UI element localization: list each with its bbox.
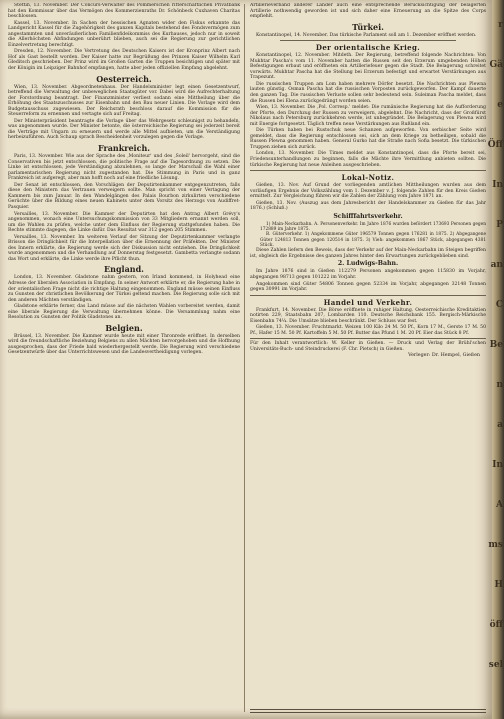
edge-fragment: C <box>495 300 503 310</box>
section-heading-trade: Handel und Verkehr. <box>323 297 413 307</box>
news-ludwigsbahn-persons: Im Jahre 1876 sind in Gießen 112279 Personen angekommen gegen 115830 im Vorjahr, abgegangen 98713 gegen 101222 im Vorjahr. <box>250 269 486 280</box>
left-column <box>8 3 240 713</box>
section-heading-local: Lokal-Notiz. <box>341 173 395 183</box>
news-traffic-summary: Diese Zahlen liefern den Beweis, dass der Verkehr auf der Main-Neckarbahn im Steigen begriffen ist, obgleich die Ergebnisse des ganzen Jahres hinter den Erwartungen zurückgeblieben sind. <box>250 248 486 259</box>
news-war-fronts: Die russischen Truppen am Lom haben mehrere Dörfer besetzt. Die Nachrichten aus Plewna lauten günstig. Osman Pascha hat die russischen Vorposten zurückgeworfen. Der Kampf dauerte den ganzen Tag. Die russischen Verluste sollen sehr bedeutend sein. Suleiman Pascha meldet, dass die Russen bei Elena zurückgedrängt worden seien. <box>250 81 486 104</box>
section-heading-england: England. <box>104 264 144 275</box>
news-giessen-report: Gießen, 13. Nov. (Auszug aus dem Jahresbericht der Handelskammer zu Gießen für das Jahr 1876.) (Schluß.) <box>250 200 486 212</box>
news-stettin: Stettin, 13. November. Der Concurs-Verwalter des Pommerschen ritterschaftlichen Privatbank hat den Kommissar über das Vermögen des Kommerzienraths Dr. Schönbeck Cuxhaven Charitas beschlossen. <box>8 3 240 20</box>
edge-fragment: H <box>494 580 503 590</box>
news-london-1: London, 13. November. Gladstone nahm gestern, von Irland kommend, in Holyhead eine Adresse der liberalen Association in Empfang. In seiner Antwort erklärte er, die Regierung habe in der orientalischen Frage nicht die richtige Haltung eingenommen. England müsse seinen Einfluss zu Gunsten der christlichen Bevölkerung der Türkei geltend machen. Die Regierung solle sich mit den anderen Mächten verständigen. <box>8 275 240 303</box>
section-heading-war: Der orientalische Krieg. <box>315 43 421 53</box>
news-artillery: Artillerieverband anderer Länder auch eine entsprechende Berücksichtigung der belagerten Artillerie nothwendig geworden ist und sich daher eine Erneuerung an die Spitze des Corps empfiehlt. <box>250 3 486 20</box>
edge-fragment: n <box>496 380 503 390</box>
news-dresden: Dresden, 12. November. Die Vertretung des Deutschen Kaisers ist der Kronprinz Albert nach Hof als Gast bestellt worden. Der Kaiser hatte zur Begrüßung des Prinzen Kaiser Wilhelm Karl Gleditsch geschrieben. Der Prinz wird im Großen Garten die Truppen besichtigen und später mit der Königin im Leipziger Bahnhof empfangen, hatte aber jeden offiziellen Empfang abgelehnt. <box>8 49 240 72</box>
divider <box>250 338 486 339</box>
news-london-times: London, 13. November. Die Times meldet aus Konstantinopel, dass die Pforte bereit sei, Friedensunterhandlungen zu beginnen, falls die Mächte ihre Vermittlung anbieten sollten. Die türkische Regierung hat neue Anleihen ausgeschrieben. <box>250 151 486 168</box>
divider <box>250 170 486 171</box>
right-column <box>250 3 486 713</box>
edge-fragment: In <box>492 460 503 470</box>
subheading-ludwigsbahn: 2. Ludwigs-Bahn. <box>337 260 399 268</box>
section-heading-france: Frankreich. <box>97 143 151 154</box>
column-divider <box>244 4 245 712</box>
news-wien-corresp: Wien, 13. November. Die ‚Pol. Corresp.' meldet: Die rumänische Regierung hat die Aufforderung der Pforte, den Durchzug der Russen zu verweigern, abgelehnt. Die Nachricht, dass der Großfürst Nikolaus nach Petersburg zurückkehren werde, ist unbegründet. Die Belagerung von Plewna wird mit Energie fortgesetzt. Täglich treffen neue Verstärkungen aus Rußland ein. <box>250 105 486 127</box>
news-konstantinopel-1: Konstantinopel, 14. November. Das türkische Parlament soll am 1. Dezember eröffnet werden. <box>256 32 477 38</box>
edge-fragment: In <box>492 180 503 190</box>
edge-fragment: e <box>497 100 503 110</box>
section-heading-turkey: Türkei. <box>352 21 384 32</box>
bottom-border <box>250 709 486 713</box>
divider <box>280 40 456 41</box>
news-wien-1: Wien, 13. November. Abgeordnetenhaus. Der Handelsminister legt einen Gesetzentwurf, betreffend die Verwaltung der unbeweglichen Staatsgüter vor. Dabei wird die Aufrechterhaltung der Forstordnung beantragt. Der Finanzminister verliest sodann eine Mittheilung über die Erhöhung des Staatszuschusses zur Eisenbahn und den Bau neuer Linien. Die Vorlage wird dem Budgetausschuss zugewiesen. Der Reichsrath beschloss darauf die Kommission für die Steuerreform zu ernennen und vertagte sich auf Freitag. <box>8 84 240 118</box>
news-versailles-1: Versailles, 13. November. Die Kammer der Deputirten hat den Antrag Albert Grévy's angenommen, wonach eine Untersuchungskommission von 33 Mitgliedern ernannt werden soll, um die Wahlen zu prüfen, welche unter dem Einfluss der Regierung stattgefunden haben. Die Rechte stimmte dagegen, die Linke dafür. Das Resultat war 312 gegen 205 Stimmen. <box>8 211 240 234</box>
edge-fragment: P <box>496 220 503 230</box>
news-bruessel: Brüssel, 13. November. Die Kammer wurde heute mit einer Thronrede eröffnet. In derselben wird die freundschaftliche Beziehung Belgiens zu allen Mächten hervorgehoben und die Hoffnung ausgesprochen, dass der Friede bald wiederhergestellt werde. Die Regierung wird verschiedene Gesetzentwürfe über das Unterrichtswesen und die Landesvertheidigung vorlegen. <box>8 333 240 356</box>
edge-fragment: Öff <box>487 140 503 150</box>
table-main-neckar-goods: B. Güterverkehr. 1) Angekommene Güter 196579 Tonnen gegen 176281 in 1875. 2) Abgegangene Güter 124813 Tonnen gegen 120514 in 1875. 3) Vieh: angekommen 1867 Stück, abgegangen 4381 Stück. <box>260 232 486 249</box>
section-heading-belgium: Belgien. <box>105 322 143 333</box>
news-ludwigsbahn-goods: Angekommen sind Güter 54806 Tonnen gegen 52334 im Vorjahr, abgegangen 32148 Tonnen gegen 30991 im Vorjahr. <box>250 281 486 293</box>
news-frankfurt-boerse: Frankfurt, 14. November. Die Börse eröffnete in ruhiger Haltung. Oesterreichische Kreditaktien notirten 229, Staatsbahn 207, Lombarden 110. Deutsche Reichsbank 155. Bergisch-Märkische Eisenbahn 74¼. Die Umsätze blieben beschränkt. Der Schluss war fest. <box>250 307 486 324</box>
edge-fragment: Be <box>489 340 503 350</box>
edge-fragment: öff <box>489 620 503 630</box>
news-kassel: Kassel, 13. November. In Sachen der hessischen Agnaten wider den Fiskus erkannte das Landgericht Kassel für die Zugehörigkeit des ganzen Kapitals bestehend des Fondsvermögen zum angestammten und unveräußerlichen Familienfideikommiss des Kurhauses, jedoch nur in soweit die Allerhöchsten Abfindungen unberührt blieben, auch sei die Regierung zur gerichtlichen Einzelvertretung berechtigt. <box>8 20 240 48</box>
news-versailles-2: Versailles, 13. November. Im weiteren Verlauf der Sitzung der Deputirtenkammer verlangte Brisson die Dringlichkeit für die Interpellation über die Ernennung der Präfekten. Der Minister des Innern erklärte, die Regierung werde sich der Diskussion nicht entziehen. Die Dringlichkeit wurde angenommen und die Verhandlung auf Donnerstag festgesetzt. Gambetta verlangte sodann das Wort und erklärte, die Linke werde ihre Pflicht thun. <box>8 234 240 262</box>
edge-fragment: Gä <box>489 60 503 70</box>
imprint: Für den Inhalt verantwortlich: W. Keller in Gießen. — Druck und Verlag der Brühl'schen Universitäts-Buch- und Steindruckerei (F. Chr. Pietsch) in Gießen. <box>250 341 486 352</box>
edge-fragment: ms <box>488 540 503 550</box>
news-war-serbia: Die Türken haben bei Rustschuk neue Schanzen aufgeworfen. Von serbischer Seite wird gemeldet, dass die Regierung entschlossen sei, sich an dem Kriege zu betheiligen, sobald die Russen Plewna genommen haben. General Gurko hat die Straße nach Sofia besetzt. Die türkischen Truppen ziehen sich zurück. <box>250 128 486 150</box>
news-wien-2: Der Ministerpräsident beantragte die Vorlage über das Wehrgesetz schleunigst zu behandeln, was angenommen wurde. Der Minister betonte, die österreichische Regierung sei jederzeit bereit die Verträge mit Ungarn zu erneuern und werde alle Mittel aufbieten, um die Verständigung herbeizuführen. Auch Schaup sprach Bescheidenheit vorzulegen gegen die Vorlage. <box>8 118 240 141</box>
news-giessen-census: Gießen, 13. Nov. Auf Grund der vorliegenden amtlichen Mittheilungen wurden aus dem vorläufigen Ergebnis der Volkszählung vom 1. Dezember v. J. folgende Zahlen für den Kreis Gießen ermittelt. Zur Vergleichung führen wir die Zahlen der Zählung vom Jahre 1871 an. <box>250 183 486 200</box>
subheading-traffic: Schifffahrtsverkehr. <box>333 212 403 220</box>
section-heading-austria: Oesterreich. <box>96 73 152 84</box>
table-main-neckar-persons: 1) Main-Neckarbahn. A. Personenverkehr. Im Jahre 1876 wurden befördert 173693 Personen gegen 172889 im Jahre 1875. <box>260 221 486 233</box>
divider <box>250 295 486 296</box>
adjacent-page-edge <box>487 0 504 719</box>
news-konstantinopel-2: Konstantinopel, 12. November. Mitdeth. Der Regierung, betreffend folgende Nachrichten: Von Mukhtar Pascha's vom 11. November hatten die Russen seit den Erzerum umgebenden Höhen Befestigungen erbaut und eröffneten ein Artilleriefeuer gegen die Stadt. Die Belagerung schreitet vorwärts. Mukhtar Pascha hat die Stellung bei Erzerum befestigt und erwartet Verstärkungen aus Trapezunt. <box>250 53 486 81</box>
news-paris-1: Paris, 13. November. Wie aus der Sprache des ‚Moniteur' und des ‚Soleil' hervorgeht, sind die Conservativen bis jetzt entschlossen, die politische Frage auf die Tagesordnung zu setzen. Die Linke ist entschlossen, jede Verständigung abzulehnen, so lange der Marschall die Wahl einer parlamentarischen Regierung nicht zugestanden hat. Die Stimmung in Paris und in ganz Frankreich ist aufgeregt, aber man hofft noch auf eine friedliche Lösung. <box>8 154 240 182</box>
edge-fragment: A <box>496 500 503 510</box>
edge-fragment: an <box>490 260 503 270</box>
edge-fragment: a <box>497 420 503 430</box>
publisher-signature: Verleger: Dr. Hempel, Gießen <box>408 353 480 359</box>
news-fruchtmarkt: Gießen, 13. November. Fruchtmarkt. Weizen 100 Kilo 24 M. 50 Pf., Korn 17 M., Gerste 17 M. 50 Pf., Hafer 15 M. 50 Pf. Kartoffeln 5 M. 50 Pf. Butter das Pfund 1 M. 20 Pf. Eier das Stück 8 Pf. <box>250 325 486 336</box>
news-london-2: Gladstone erklärte ferner, das Land müsse auf die nächsten Wahlen vorbereitet werden, damit eine liberale Regierung die Verwaltung übernehmen könne. Die Versammlung nahm eine Resolution zu Gunsten der Politik Gladstones an. <box>8 304 240 321</box>
news-paris-2: Der Senat ist entschlossen, den Vorschlägen der Deputirtenkammer entgegenzutreten, falls diese den Ministern das Vertrauen verweigern sollte. Man spricht von einer Vertagung der Kammern bis zum Januar. In den Wandelgängen des Palais Bourbon zirkulirten verschiedene Gerüchte über die Bildung eines neuen Kabinets unter dem Vorsitz des Herzogs von Audiffret-Pasquier. <box>8 182 240 210</box>
edge-fragment: r <box>498 20 503 30</box>
edge-fragment: sel <box>488 660 503 670</box>
